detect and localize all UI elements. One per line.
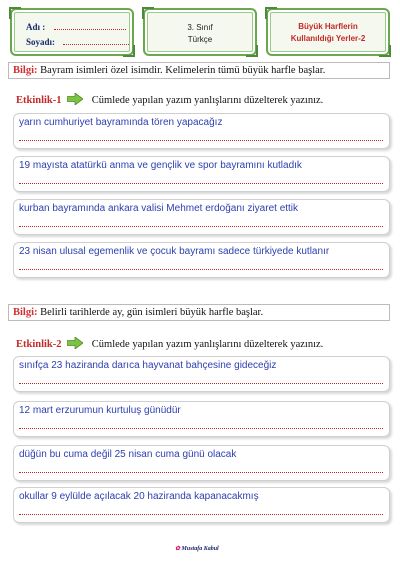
arrow-right-icon <box>67 337 83 352</box>
activity-instruction: Cümlede yapılan yazım yanlışlarını düzelterek yazınız. <box>91 94 324 106</box>
topic-box <box>266 8 390 56</box>
name-label: Adı : <box>26 22 46 32</box>
grade-label: 3. Sınıf <box>187 23 213 32</box>
sentence-box[interactable] <box>13 199 390 235</box>
answer-line[interactable] <box>19 472 383 473</box>
activity-heading-1 <box>16 93 323 108</box>
surname-field[interactable] <box>63 44 129 45</box>
sentence-text: 23 nisan ulusal egemenlik ve çocuk bayramı sadece türkiyede kutlanır <box>19 246 330 257</box>
sentence-text: yarın cumhuriyet bayramında tören yapacağız <box>19 117 223 128</box>
activity-heading-2 <box>16 337 323 352</box>
sentence-box[interactable] <box>13 401 390 437</box>
answer-line[interactable] <box>19 140 383 141</box>
topic-title-1: Büyük Harflerin <box>298 22 358 31</box>
surname-label: Soyadı: <box>26 37 56 47</box>
answer-line[interactable] <box>19 514 383 515</box>
sentence-box[interactable] <box>13 156 390 192</box>
sentence-text: 19 mayısta atatürkü anma ve gençlik ve spor bayramını kutladık <box>19 160 302 171</box>
name-row <box>26 22 126 32</box>
sentence-text: kurban bayramında ankara valisi Mehmet erdoğanı ziyaret ettik <box>19 203 299 214</box>
answer-line[interactable] <box>19 269 383 270</box>
answer-line[interactable] <box>19 428 383 429</box>
sentence-box[interactable] <box>13 113 390 149</box>
activity-label: Etkinlik-2 <box>16 338 62 350</box>
info-text: Bayram isimleri özel isimdir. Kelimelerin tümü büyük harfle başlar. <box>40 65 326 76</box>
subject-label: Türkçe <box>187 35 213 44</box>
grade-box <box>143 8 257 56</box>
sentence-box[interactable] <box>13 242 390 278</box>
name-box <box>10 8 134 56</box>
author-signature <box>175 545 219 552</box>
activity-label: Etkinlik-1 <box>16 94 62 106</box>
answer-line[interactable] <box>19 226 383 227</box>
signature-text: Mustafa Kabul <box>181 546 219 552</box>
info-box-1 <box>8 62 390 79</box>
flower-icon: ✿ <box>175 546 181 552</box>
info-label: Bilgi: <box>13 307 38 318</box>
info-text: Belirli tarihlerde ay, gün isimleri büyük harfle başlar. <box>40 307 264 318</box>
topic-title-2: Kullanıldığı Yerler-2 <box>290 34 366 43</box>
arrow-right-icon <box>67 93 83 108</box>
sentence-text: düğün bu cuma değil 25 nisan cuma günü olacak <box>19 449 237 460</box>
sentence-box[interactable] <box>13 445 390 481</box>
surname-row <box>26 37 129 47</box>
info-label: Bilgi: <box>13 65 38 76</box>
answer-line[interactable] <box>19 383 383 384</box>
sentence-text: okullar 9 eylülde açılacak 20 haziranda kapanacakmış <box>19 491 259 502</box>
activity-instruction: Cümlede yapılan yazım yanlışlarını düzelterek yazınız. <box>91 338 324 350</box>
info-box-2 <box>8 304 390 321</box>
sentence-box[interactable] <box>13 487 390 523</box>
name-field[interactable] <box>54 29 126 30</box>
sentence-text: sınıfça 23 haziranda darıca hayvanat bahçesine gideceğiz <box>19 360 277 371</box>
sentence-text: 12 mart erzurumun kurtuluş günüdür <box>19 405 181 416</box>
answer-line[interactable] <box>19 183 383 184</box>
sentence-box[interactable] <box>13 356 390 392</box>
